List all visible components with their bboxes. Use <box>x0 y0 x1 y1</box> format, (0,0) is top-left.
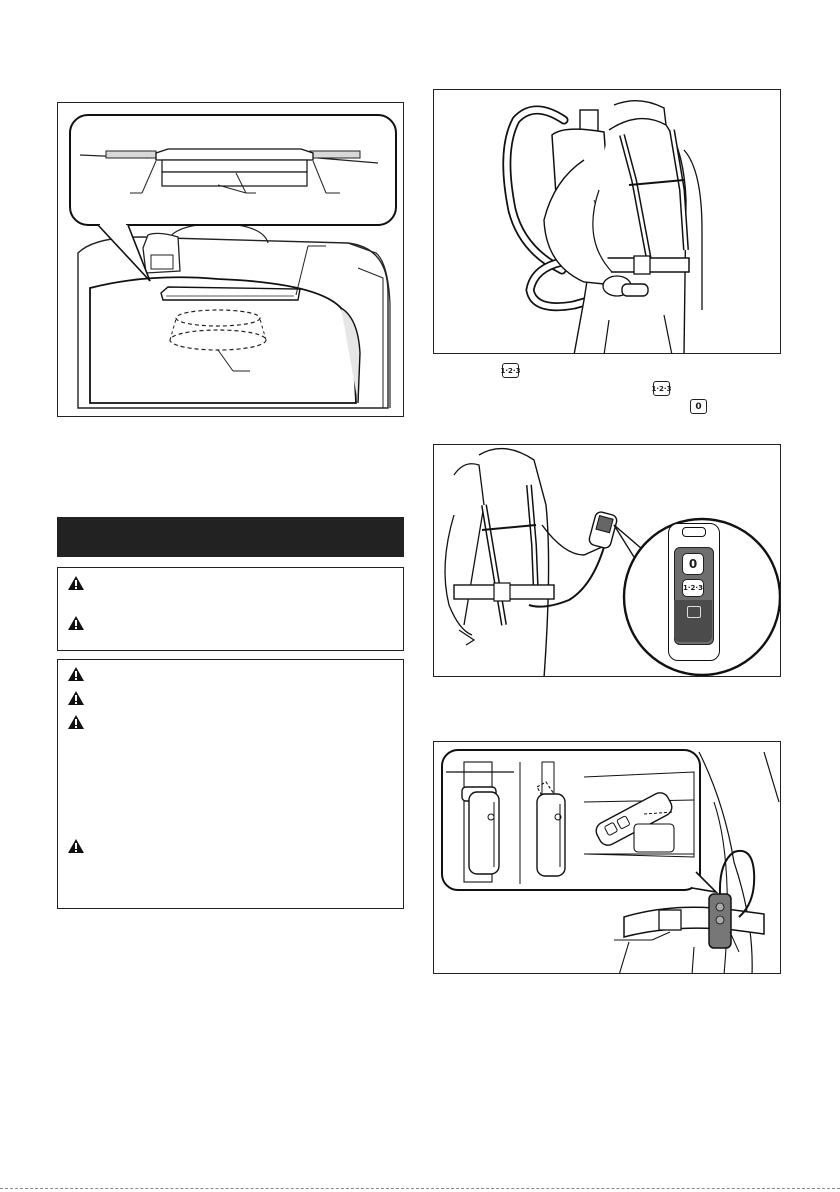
figure-switch-box <box>433 444 781 677</box>
warning-triangle-icon <box>67 714 85 730</box>
warning-triangle-icon <box>67 690 85 706</box>
caution-notice-box <box>57 659 404 909</box>
off-button[interactable]: 0 <box>682 553 704 575</box>
figure-tank-cover <box>57 102 404 417</box>
speed-button[interactable]: 1·2·3 <box>682 579 704 597</box>
warning-triangle-icon <box>67 838 85 854</box>
switch-holster-illustration <box>434 742 781 974</box>
speed-button-icon: 1·2·3 <box>653 381 670 396</box>
switch-box-top-cap <box>682 527 706 537</box>
operator-backpack-illustration <box>434 90 781 354</box>
figure-switch-holster <box>433 741 781 974</box>
warning-triangle-icon <box>67 615 85 631</box>
speed-button-icon: 1·2·3 <box>502 363 519 378</box>
page-bottom-rule <box>0 1188 840 1189</box>
section-heading-bar <box>57 517 404 557</box>
figure-wearing-backpack <box>433 89 781 354</box>
off-button-icon: 0 <box>690 399 707 414</box>
power-icon <box>687 606 701 618</box>
switch-box-illustration <box>434 445 781 677</box>
warning-triangle-icon <box>67 575 85 591</box>
tank-cover-illustration <box>58 103 404 417</box>
warning-notice-box <box>57 567 404 651</box>
warning-triangle-icon <box>67 666 85 682</box>
